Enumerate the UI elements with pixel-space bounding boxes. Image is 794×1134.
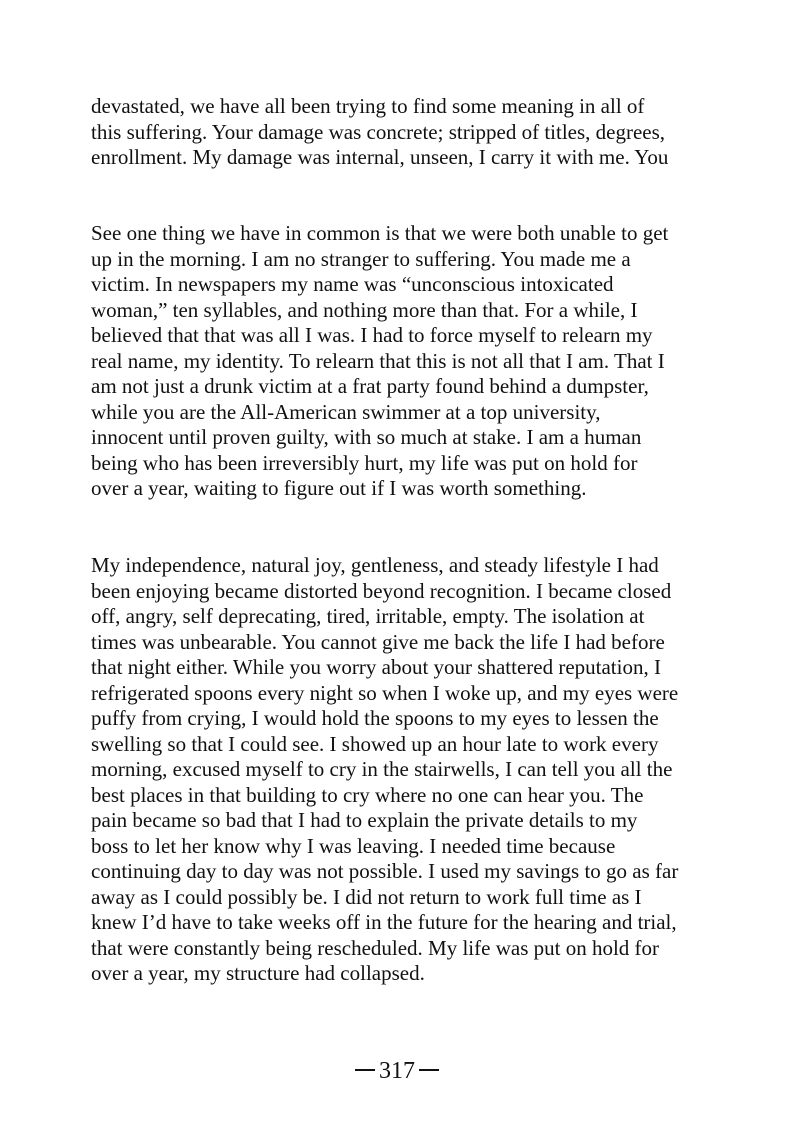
page-number-footer — [0, 1058, 794, 1085]
paragraph-2-line: woman,” ten syllables, and nothing more than that. For a while, I — [91, 297, 638, 322]
paragraph-3-line: refrigerated spoons every night so when I woke up, and my eyes were — [91, 680, 679, 705]
paragraph-3-line: away as I could possibly be. I did not return to work full time as I — [91, 884, 642, 909]
paragraph-1-line: enrollment. My damage was internal, unseen, I carry it with me. You — [91, 145, 669, 169]
paragraph-3-line: morning, excused myself to cry in the stairwells, I can tell you all the — [91, 757, 673, 781]
paragraph-1-line: this suffering. Your damage was concrete; stripped of titles, degrees, — [91, 119, 666, 144]
paragraph-2-line: being who has been irreversibly hurt, my life was put on hold for — [91, 450, 638, 475]
page-number-dash-left — [355, 1069, 375, 1071]
paragraph-2-line: believed that that was all I was. I had to force myself to relearn my — [91, 323, 653, 347]
paragraph-3-line: off, angry, self deprecating, tired, irritable, empty. The isolation at — [91, 604, 645, 628]
paragraph-2-line: innocent until proven guilty, with so much at stake. I am a human — [91, 425, 642, 449]
paragraph-3-line: that were constantly being rescheduled. My life was put on hold for — [91, 935, 660, 960]
paragraph-2-line: am not just a drunk victim at a frat party found behind a dumpster, — [91, 374, 649, 398]
paragraph-3-line: been enjoying became distorted beyond recognition. I became closed — [91, 578, 672, 603]
paragraph-3-line: My independence, natural joy, gentleness, and steady lifestyle I had — [91, 553, 659, 577]
paragraph-3-line: puffy from crying, I would hold the spoons to my eyes to lessen the — [91, 706, 659, 730]
paragraph-3-line: times was unbearable. You cannot give me back the life I had before — [91, 629, 665, 654]
paragraph-2-line: real name, my identity. To relearn that this is not all that I am. That I — [91, 348, 665, 373]
paragraph-1 — [91, 94, 731, 171]
paragraph-2-line: See one thing we have in common is that we were both unable to get — [91, 221, 669, 245]
paragraph-3-line: that night either. While you worry about your shattered reputation, I — [91, 655, 661, 679]
paragraph-3-line: knew I’d have to take weeks off in the future for the hearing and trial, — [91, 910, 677, 934]
paragraph-2-line: while you are the All-American swimmer at a top university, — [91, 399, 601, 424]
paragraph-1-line: devastated, we have all been trying to find some meaning in all of — [91, 94, 645, 118]
paragraph-3-line: continuing day to day was not possible. I used my savings to go as far — [91, 859, 679, 883]
paragraph-2-line: over a year, waiting to figure out if I was worth something. — [91, 476, 587, 500]
paragraph-2-line: victim. In newspapers my name was “unconscious intoxicated — [91, 272, 614, 296]
paragraph-3-line: best places in that building to cry where no one can hear you. The — [91, 782, 644, 807]
page-number-dash-right — [419, 1069, 439, 1071]
paragraph-3 — [91, 553, 731, 987]
paragraph-3-line: pain became so bad that I had to explain the private details to my — [91, 808, 638, 832]
paragraph-3-line: swelling so that I could see. I showed up an hour late to work every — [91, 731, 659, 756]
paragraph-3-line: boss to let her know why I was leaving. I needed time because — [91, 833, 616, 858]
page-number: 317 — [379, 1058, 415, 1084]
paragraph-2-line: up in the morning. I am no stranger to suffering. You made me a — [91, 246, 631, 271]
paragraph-2 — [91, 221, 731, 502]
paragraph-3-line: over a year, my structure had collapsed. — [91, 961, 425, 985]
